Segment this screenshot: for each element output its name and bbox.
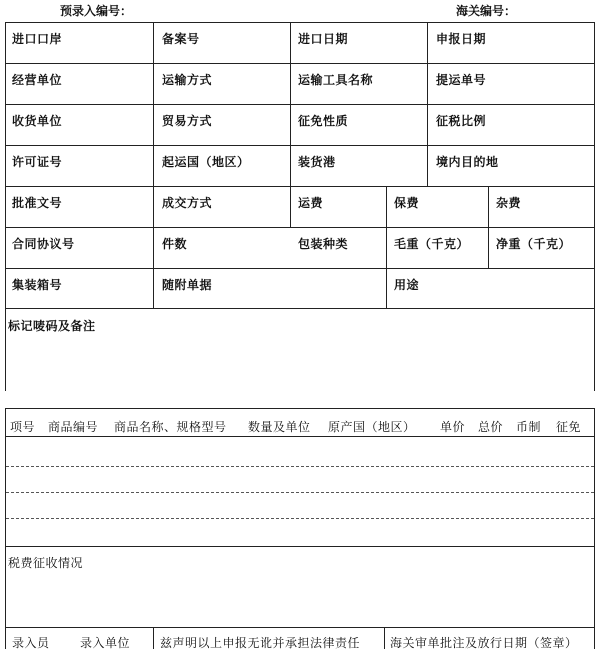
- tax-collection-label: 税费征收情况: [8, 556, 84, 570]
- col-levy-exemption: 征免: [556, 420, 582, 434]
- purpose-label: 用途: [394, 278, 420, 292]
- insurance-label: 保费: [394, 196, 420, 210]
- col-commodity-code: 商品编号: [48, 420, 99, 434]
- import-date-label: 进口日期: [298, 32, 349, 46]
- col-total-price: 总价: [478, 420, 504, 434]
- import-port-label: 进口口岸: [12, 32, 63, 46]
- transport-vehicle-label: 运输工具名称: [298, 73, 374, 87]
- col-currency: 币制: [516, 420, 542, 434]
- freight-label: 运费: [298, 196, 324, 210]
- license-number-label: 许可证号: [12, 155, 63, 169]
- customs-approval-label: 海关审单批注及放行日期（签章）: [390, 636, 578, 650]
- business-unit-label: 经营单位: [12, 73, 63, 87]
- trade-mode-label: 贸易方式: [162, 114, 213, 128]
- goods-row-divider: [6, 518, 594, 519]
- misc-fees-label: 杂费: [496, 196, 522, 210]
- marks-remarks-label: 标记唛码及备注: [8, 319, 96, 333]
- col-item-number: 项号: [10, 420, 36, 434]
- contract-number-label: 合同协议号: [12, 237, 75, 251]
- package-count-label: 件数: [162, 237, 188, 251]
- col-unit-price: 单价: [440, 420, 466, 434]
- levy-nature-label: 征免性质: [298, 114, 349, 128]
- declaration-date-label: 申报日期: [436, 32, 487, 46]
- attached-documents-label: 随附单据: [162, 278, 213, 292]
- pre-entry-number-label: 预录入编号：: [60, 4, 133, 18]
- record-number-label: 备案号: [162, 32, 200, 46]
- consignee-unit-label: 收货单位: [12, 114, 63, 128]
- col-commodity-name: 商品名称、规格型号: [114, 420, 227, 434]
- tax-rate-label: 征税比例: [436, 114, 487, 128]
- domestic-destination-label: 境内目的地: [436, 155, 499, 169]
- col-quantity-unit: 数量及单位: [248, 420, 311, 434]
- loading-port-label: 装货港: [298, 155, 336, 169]
- transport-mode-label: 运输方式: [162, 73, 213, 87]
- transaction-mode-label: 成交方式: [162, 196, 213, 210]
- net-weight-label: 净重（千克）: [496, 237, 572, 251]
- package-type-label: 包装种类: [298, 237, 349, 251]
- origin-country-label: 起运国（地区）: [162, 155, 250, 169]
- goods-row-divider: [6, 466, 594, 467]
- entry-clerk-label: 录入员: [12, 636, 50, 650]
- section-gap: [0, 391, 599, 407]
- customs-number-label: 海关编号：: [456, 4, 517, 18]
- declaration-statement: 兹声明以上申报无讹并承担法律责任: [160, 636, 361, 650]
- goods-row-divider: [6, 492, 594, 493]
- approval-number-label: 批准文号: [12, 196, 63, 210]
- col-origin-country: 原产国（地区）: [328, 420, 416, 434]
- bill-of-lading-label: 提运单号: [436, 73, 487, 87]
- entry-unit-label: 录入单位: [80, 636, 131, 650]
- gross-weight-label: 毛重（千克）: [394, 237, 470, 251]
- container-number-label: 集装箱号: [12, 278, 63, 292]
